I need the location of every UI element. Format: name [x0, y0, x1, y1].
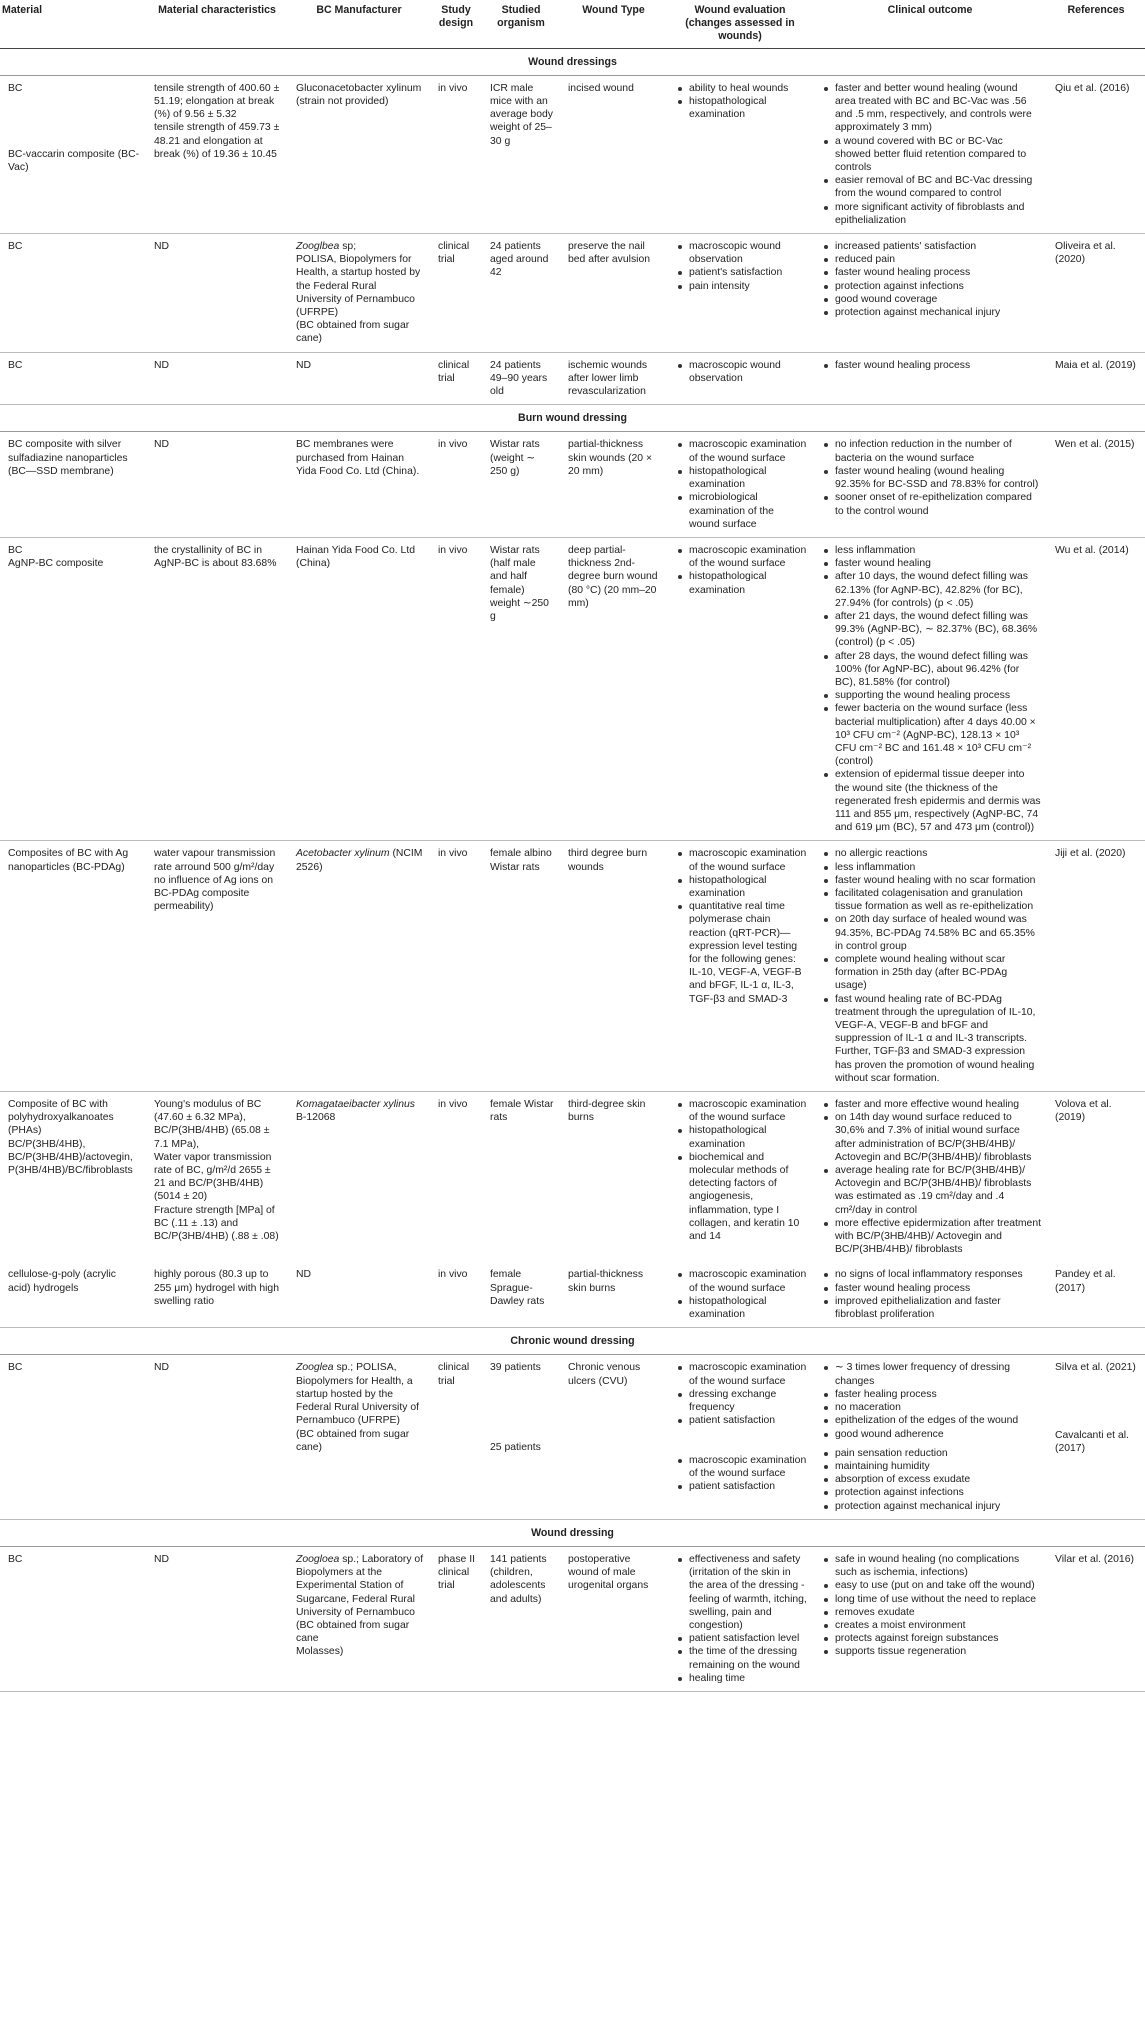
material-cell — [0, 1092, 146, 1263]
evaluation-list — [675, 359, 807, 385]
material-cell-text: Composites of BC with Ag nanoparticles (BC-PDAg) — [8, 848, 129, 873]
characteristics-cell — [146, 352, 288, 405]
material-cell — [0, 841, 146, 1092]
table-row — [0, 1092, 1145, 1263]
evaluation-cell — [667, 1355, 813, 1519]
list-item: after 28 days, the wound defect filling was 100% (for AgNP-BC), about 96.42% (for BC), 81.58% (for control) — [821, 650, 1041, 690]
list-item: biochemical and molecular methods of detecting factors of angiogenesis, inflammation, type I collagen, and keratin 10 and 14 — [675, 1151, 807, 1243]
organism-cell-text: female Wistar rats — [490, 1099, 554, 1124]
list-item: no infection reduction in the number of bacteria on the wound surface — [821, 438, 1041, 464]
list-item: faster and more effective wound healing — [821, 1098, 1041, 1111]
wound-type-cell — [560, 352, 667, 405]
manufacturer-text: Gluconacetobacter xylinum (strain not provided) — [296, 82, 422, 108]
list-item: facilitated colagenisation and granulation tissue formation as well as re-epithelization — [821, 887, 1041, 913]
material-cell-text: Composite of BC with polyhydroxyalkanoates (PHAs) BC/P(3HB/4HB), BC/P(3HB/4HB)/actovegin, P(3HB/4HB)/BC/fibroblasts — [8, 1099, 133, 1177]
reference-text: Maia et al. (2019) — [1055, 359, 1136, 371]
characteristics-cell — [146, 234, 288, 353]
evaluation-list — [675, 1268, 807, 1321]
list-item: macroscopic examination of the wound surface — [675, 1268, 807, 1294]
study-design-cell-text: in vivo — [438, 439, 468, 451]
evaluation-list — [675, 847, 807, 1005]
outcome-cell — [813, 1355, 1047, 1519]
manufacturer-cell — [288, 841, 430, 1092]
list-item: macroscopic examination of the wound surface — [675, 544, 807, 570]
list-item: after 21 days, the wound defect filling was 99.3% (AgNP-BC), ∼ 82.37% (BC), 68.36% (control) (p < .05) — [821, 610, 1041, 650]
list-item: epithelization of the edges of the wound — [821, 1414, 1041, 1427]
list-item: macroscopic wound observation — [675, 359, 807, 385]
wound-type-cell — [560, 1355, 667, 1519]
list-item: faster wound healing process — [821, 359, 1041, 372]
manufacturer-cell — [288, 352, 430, 405]
list-item: less inflammation — [821, 544, 1041, 557]
list-item: protection against mechanical injury — [821, 1500, 1041, 1513]
evaluation-list — [675, 544, 807, 597]
manufacturer-text: B-12068 — [296, 1112, 336, 1124]
wound-type-cell-text: incised wound — [568, 82, 634, 94]
list-item: reduced pain — [821, 253, 1041, 266]
header-row — [0, 0, 1145, 48]
list-item: creates a moist environment — [821, 1619, 1041, 1632]
reference-cell — [1047, 841, 1145, 1092]
list-item: effectiveness and safety (irritation of the skin in the area of the dressing - feeling of warmth, itching, swelling, pain and congestion) — [675, 1553, 807, 1632]
table-row — [0, 1262, 1145, 1327]
section-header — [0, 405, 1145, 432]
characteristics-cell — [146, 432, 288, 537]
study-design-cell-text: in vivo — [438, 544, 468, 556]
list-item: quantitative real time polymerase chain reaction (qRT-PCR)—expression level testing for the following genes: IL-10, VEGF-A, VEGF-B and bFGF, IL-1 α, IL-3, TGF-β3 and SMAD-3 — [675, 900, 807, 1006]
study-design-cell-text: in vivo — [438, 82, 468, 94]
list-item: histopathological examination — [675, 570, 807, 596]
organism-cell-text: female Sprague-Dawley rats — [490, 1269, 545, 1307]
header-references: References — [1047, 0, 1145, 48]
characteristics-cell — [146, 75, 288, 233]
list-item: less inflammation — [821, 861, 1041, 874]
table-row — [0, 234, 1145, 353]
evaluation-cell — [667, 1546, 813, 1691]
study-design-cell-text: in vivo — [438, 1099, 468, 1111]
list-item: pain sensation reduction — [821, 1447, 1041, 1460]
outcome-list — [821, 359, 1041, 372]
list-item: extension of epidermal tissue deeper into the wound site (the thickness of the regenerated fresh epidermis and dermis was 111 and 855 μm, respectively (AgNP-BC, 74 and 619 μm (BC), 57 and 473 μm (control)) — [821, 768, 1041, 834]
manufacturer-text: sp.; POLISA, Biopolymers for Health, a startup hosted by the Federal Rural University of Pernambuco (UFRPE) (BC obtained from sugar cane) — [296, 1362, 419, 1453]
organism-cell — [482, 1092, 560, 1263]
organism-cell-text: 24 patients 49–90 years old — [490, 359, 548, 398]
outcome-list-2 — [821, 1447, 1041, 1513]
reference-text: Qiu et al. (2016) — [1055, 82, 1130, 94]
wound-type-cell-text: postoperative wound of male urogenital organs — [568, 1553, 649, 1592]
reference-cell — [1047, 1355, 1145, 1519]
material-cell — [0, 432, 146, 537]
header-study-design: Study design — [430, 0, 482, 48]
material-cell — [0, 1546, 146, 1691]
list-item: faster wound healing — [821, 557, 1041, 570]
outcome-list — [821, 544, 1041, 834]
material-cell — [0, 234, 146, 353]
study-design-cell — [430, 352, 482, 405]
list-item: on 20th day surface of healed wound was 94.35%, BC-PDAg 74.58% BC and 65.35% in control group — [821, 913, 1041, 953]
outcome-cell — [813, 537, 1047, 840]
list-item: sooner onset of re-epithelization compared to the control wound — [821, 491, 1041, 517]
reference-cell — [1047, 75, 1145, 233]
characteristics-cell-text: the crystallinity of BC in AgNP-BC is about 83.68% — [154, 544, 277, 570]
list-item: macroscopic examination of the wound surface — [675, 438, 807, 464]
outcome-list — [821, 847, 1041, 1085]
list-item: faster wound healing process — [821, 266, 1041, 279]
reference-text: Volova et al. (2019) — [1055, 1099, 1112, 1124]
manufacturer-text: BC membranes were purchased from Hainan Yida Food Co. Ltd (China). — [296, 439, 420, 477]
characteristics-cell — [146, 1546, 288, 1691]
list-item: on 14th day wound surface reduced to 30,6% and 7.3% of initial wound surface after administration of BC/P(3HB/4HB)/ Actovegin and BC/P(3HB/4HB)/ fibroblasts — [821, 1111, 1041, 1164]
list-item: no signs of local inflammatory responses — [821, 1268, 1041, 1281]
section-title: Wound dressing — [0, 1519, 1145, 1546]
section-header — [0, 48, 1145, 75]
reference-cell — [1047, 537, 1145, 840]
characteristics-cell-text: Young's modulus of BC (47.60 ± 6.32 MPa), BC/P(3HB/4HB) (65.08 ± 7.1 MPa), Water vapor transmission rate of BC, g/m²/d 2655 ± 21 and BC/P(3HB/4HB) (5014 ± 20) Fracture strength [MPa] of BC (.11 ± .13) and BC/P(3HB/4HB) (.88 ± .08) — [154, 1099, 279, 1243]
characteristics-cell-text: ND — [154, 439, 170, 451]
wound-type-cell-text: partial-thickness skin burns — [568, 1269, 644, 1294]
list-item: patient satisfaction level — [675, 1632, 807, 1645]
organism-cell-text: 24 patients aged around 42 — [490, 241, 549, 279]
outcome-cell — [813, 432, 1047, 537]
list-item: average healing rate for BC/P(3HB/4HB)/ Actovegin and BC/P(3HB/4HB)/ fibroblasts was estimated as .19 cm²/day and .4 cm²/day in control — [821, 1164, 1041, 1217]
evaluation-cell — [667, 841, 813, 1092]
list-item: faster wound healing with no scar formation — [821, 874, 1041, 887]
list-item: more significant activity of fibroblasts and epithelialization — [821, 201, 1041, 227]
list-item: patient satisfaction — [675, 1480, 807, 1493]
manufacturer-cell — [288, 234, 430, 353]
list-item: dressing exchange frequency — [675, 1388, 807, 1414]
table-row — [0, 352, 1145, 405]
study-design-cell — [430, 841, 482, 1092]
list-item: increased patients' satisfaction — [821, 240, 1041, 253]
characteristics-cell-text: water vapour transmission rate arround 500 g/m²/day no influence of Ag ions on BC-PDAg composite permeability) — [154, 848, 276, 913]
wound-type-cell — [560, 234, 667, 353]
evaluation-list — [675, 1098, 807, 1243]
list-item: after 10 days, the wound defect filling was 62.13% (for AgNP-BC), 42.82% (for BC), 27.94% (for controls) (p < .05) — [821, 570, 1041, 610]
outcome-list — [821, 82, 1041, 227]
table-row — [0, 432, 1145, 537]
evaluation-list — [675, 1553, 807, 1685]
study-design-cell-text: in vivo — [438, 848, 468, 860]
list-item: patient satisfaction — [675, 1414, 807, 1427]
reference-text: Oliveira et al. (2020) — [1055, 241, 1116, 266]
organism-cell-text: 141 patients (children, adolescents and adults) — [490, 1553, 547, 1605]
list-item: macroscopic examination of the wound surface — [675, 1361, 807, 1387]
outcome-cell — [813, 75, 1047, 233]
manufacturer-species: Zoogloea — [296, 1553, 340, 1565]
list-item: faster wound healing process — [821, 1282, 1041, 1295]
study-design-cell-text: phase II clinical trial — [438, 1553, 475, 1592]
list-item: patient's satisfaction — [675, 266, 807, 279]
evaluation-cell — [667, 234, 813, 353]
wound-type-cell-text: preserve the nail bed after avulsion — [568, 241, 651, 266]
reference-cell — [1047, 234, 1145, 353]
list-item: fewer bacteria on the wound surface (less bacterial multiplication) after 4 days 40.00 × 10³ CFU cm⁻² (AgNP-BC), 128.13 × 10³ CFU cm⁻² BC and 161.48 × 10³ CFU cm⁻² (control) — [821, 702, 1041, 768]
reference-cell — [1047, 432, 1145, 537]
section-title: Wound dressings — [0, 48, 1145, 75]
characteristics-cell-text: highly porous (80.3 up to 255 μm) hydrogel with high swelling ratio — [154, 1269, 279, 1307]
study-design-cell-text: in vivo — [438, 1269, 468, 1281]
reference-cell — [1047, 1092, 1145, 1263]
list-item: macroscopic wound observation — [675, 240, 807, 266]
study-design-cell — [430, 537, 482, 840]
wound-type-cell — [560, 537, 667, 840]
list-item: fast wound healing rate of BC-PDAg treatment through the upregulation of IL-10, VEGF-A, VEGF-B and bFGF and suppression of IL-1 α and IL-3 transcripts. Further, TGF-β3 and SMAD-3 expression has proven the promotion of wound healing without scar formation. — [821, 993, 1041, 1085]
list-item: microbiological examination of the wound surface — [675, 491, 807, 531]
evaluation-cell — [667, 432, 813, 537]
outcome-list — [821, 240, 1041, 319]
material-cell-text: BC — [8, 359, 23, 371]
organism-cell — [482, 1355, 560, 1519]
evaluation-cell — [667, 537, 813, 840]
manufacturer-text: (NCIM 2526) — [296, 848, 423, 873]
manufacturer-text: sp; POLISA, Biopolymers for Health, a startup hosted by the Federal Rural University of Pernambuco (UFRPE) (BC obtained from sugar cane) — [296, 241, 421, 345]
outcome-list — [821, 1098, 1041, 1256]
organism-cell — [482, 432, 560, 537]
manufacturer-cell — [288, 537, 430, 840]
manufacturer-cell — [288, 432, 430, 537]
study-design-cell — [430, 75, 482, 233]
wound-type-cell — [560, 1092, 667, 1263]
organism-cell — [482, 1546, 560, 1691]
outcome-list — [821, 1553, 1041, 1659]
manufacturer-cell — [288, 1262, 430, 1327]
list-item: faster wound healing (wound healing 92.35% for BC-SSD and 78.83% for control) — [821, 465, 1041, 491]
wound-type-cell-text: ischemic wounds after lower limb revascularization — [568, 359, 648, 398]
wound-type-cell — [560, 841, 667, 1092]
manufacturer-text: ND — [296, 1269, 312, 1281]
organism-cell-text: Wistar rats (weight ∼ 250 g) — [490, 439, 540, 477]
reference-text: Wu et al. (2014) — [1055, 544, 1129, 556]
reference-text: Pandey et al. (2017) — [1055, 1269, 1116, 1294]
manufacturer-cell — [288, 75, 430, 233]
manufacturer-text: Hainan Yida Food Co. Ltd (China) — [296, 544, 415, 570]
characteristics-cell — [146, 1355, 288, 1519]
table-row — [0, 537, 1145, 840]
organism-cell — [482, 537, 560, 840]
reference-text: Jiji et al. (2020) — [1055, 848, 1126, 860]
material-cell-text: BC — [8, 241, 23, 253]
study-design-cell-text: clinical trial — [438, 1362, 470, 1387]
table-row — [0, 1355, 1145, 1519]
organism-cell — [482, 841, 560, 1092]
evaluation-list — [675, 438, 807, 530]
list-item: easier removal of BC and BC-Vac dressing from the wound compared to control — [821, 174, 1041, 200]
evaluation-list — [675, 1361, 807, 1427]
reference-text: Wen et al. (2015) — [1055, 439, 1135, 451]
table-row — [0, 75, 1145, 233]
evaluation-cell — [667, 352, 813, 405]
organism-cell — [482, 1262, 560, 1327]
study-design-cell — [430, 1355, 482, 1519]
outcome-list — [821, 1361, 1041, 1440]
characteristics-cell-text: tensile strength of 400.60 ± 51.19; elongation at break (%) of 9.56 ± 5.32 tensile strength of 459.73 ± 48.21 and elongation at break (%) of 19.36 ± 10.45 — [154, 82, 280, 160]
list-item: healing time — [675, 1672, 807, 1685]
outcome-cell — [813, 1092, 1047, 1263]
material-cell — [0, 1262, 146, 1327]
list-item: protects against foreign substances — [821, 1632, 1041, 1645]
wound-type-cell-text: deep partial-thickness 2nd-degree burn wound (80 °C) (20 mm–20 mm) — [568, 544, 658, 609]
list-item: good wound coverage — [821, 293, 1041, 306]
manufacturer-cell — [288, 1355, 430, 1519]
manufacturer-text: sp.; Laboratory of Biopolymers at the Experimental Station of Sugarcane, Federal Rural University of Pernambuco (BC obtained from sugar cane Molasses) — [296, 1553, 424, 1658]
manufacturer-species: Zooglbea — [296, 241, 340, 253]
characteristics-cell-text: ND — [154, 1362, 170, 1374]
list-item: protection against mechanical injury — [821, 306, 1041, 319]
section-title: Burn wound dressing — [0, 405, 1145, 432]
evaluation-list — [675, 82, 807, 122]
study-design-cell — [430, 1546, 482, 1691]
table-row — [0, 1546, 1145, 1691]
characteristics-cell-text: ND — [154, 359, 170, 371]
header-wound-evaluation: Wound evaluation (changes assessed in wounds) — [667, 0, 813, 48]
list-item: pain intensity — [675, 280, 807, 293]
study-design-cell — [430, 234, 482, 353]
organism-cell-text: 39 patients 25 patients — [490, 1362, 541, 1453]
list-item: improved epithelialization and faster fibroblast proliferation — [821, 1295, 1041, 1321]
list-item: no maceration — [821, 1401, 1041, 1414]
outcome-cell — [813, 1262, 1047, 1327]
list-item: histopathological examination — [675, 1124, 807, 1150]
header-wound-type: Wound Type — [560, 0, 667, 48]
list-item: easy to use (put on and take off the wound) — [821, 1579, 1041, 1592]
study-design-cell — [430, 432, 482, 537]
list-item: protection against infections — [821, 280, 1041, 293]
wound-type-cell — [560, 432, 667, 537]
list-item: absorption of excess exudate — [821, 1473, 1041, 1486]
list-item: good wound adherence — [821, 1428, 1041, 1441]
list-item: histopathological examination — [675, 465, 807, 491]
organism-cell — [482, 352, 560, 405]
list-item: more effective epidermization after treatment with BC/P(3HB/4HB)/ Actovegin and BC/P(3HB/4HB)/ fibroblasts — [821, 1217, 1041, 1257]
list-item: macroscopic examination of the wound surface — [675, 847, 807, 873]
evaluation-cell — [667, 1092, 813, 1263]
material-cell-text: BC AgNP-BC composite — [8, 544, 104, 570]
reference-cell — [1047, 1546, 1145, 1691]
evaluation-cell — [667, 1262, 813, 1327]
material-cell — [0, 352, 146, 405]
characteristics-cell-text: ND — [154, 241, 170, 253]
manufacturer-cell — [288, 1092, 430, 1263]
characteristics-cell-text: ND — [154, 1553, 170, 1565]
organism-cell-text: Wistar rats (half male and half female) weight ∼250 g — [490, 544, 549, 622]
wound-type-cell — [560, 1546, 667, 1691]
organism-cell — [482, 234, 560, 353]
study-design-cell-text: clinical trial — [438, 359, 470, 384]
study-design-cell-text: clinical trial — [438, 241, 470, 266]
characteristics-cell — [146, 1262, 288, 1327]
section-title: Chronic wound dressing — [0, 1328, 1145, 1355]
material-cell-text: BC composite with silver sulfadiazine nanoparticles (BC—SSD membrane) — [8, 439, 128, 477]
manufacturer-cell — [288, 1546, 430, 1691]
list-item: ∼ 3 times lower frequency of dressing changes — [821, 1361, 1041, 1387]
outcome-cell — [813, 1546, 1047, 1691]
organism-cell-text: ICR male mice with an average body weight of 25–30 g — [490, 82, 553, 147]
section-header — [0, 1519, 1145, 1546]
list-item: faster and better wound healing (wound area treated with BC and BC-Vac was .56 and .5 mm, respectively, and controls were approximately 3 mm) — [821, 82, 1041, 135]
list-item: long time of use without the need to replace — [821, 1593, 1041, 1606]
list-item: a wound covered with BC or BC-Vac showed better fluid retention compared to controls — [821, 135, 1041, 175]
wound-type-cell — [560, 1262, 667, 1327]
wound-type-cell-text: partial-thickness skin wounds (20 × 20 mm) — [568, 439, 653, 477]
header-clinical-outcome: Clinical outcome — [813, 0, 1047, 48]
outcome-cell — [813, 234, 1047, 353]
outcome-cell — [813, 841, 1047, 1092]
evaluation-list-2 — [675, 1454, 807, 1494]
list-item: macroscopic examination of the wound surface — [675, 1098, 807, 1124]
characteristics-cell — [146, 537, 288, 840]
reference-cell — [1047, 1262, 1145, 1327]
outcome-cell — [813, 352, 1047, 405]
list-item: histopathological examination — [675, 95, 807, 121]
outcome-list — [821, 1268, 1041, 1321]
list-item: faster healing process — [821, 1388, 1041, 1401]
material-cell-text: cellulose-g-poly (acrylic acid) hydrogels — [8, 1269, 116, 1294]
outcome-list — [821, 438, 1041, 517]
reference-text: Silva et al. (2021) — [1055, 1362, 1136, 1374]
manufacturer-text: ND — [296, 359, 312, 371]
list-item: protection against infections — [821, 1486, 1041, 1499]
list-item: safe in wound healing (no complications such as ischemia, infections) — [821, 1553, 1041, 1579]
list-item: histopathological examination — [675, 874, 807, 900]
list-item: the time of the dressing remaining on the wound — [675, 1645, 807, 1671]
wound-type-cell — [560, 75, 667, 233]
list-item: complete wound healing without scar formation in 25th day (after BC-PDAg usage) — [821, 953, 1041, 993]
manufacturer-species: Komagataeibacter xylinus — [296, 1099, 415, 1111]
material-cell — [0, 537, 146, 840]
list-item: removes exudate — [821, 1606, 1041, 1619]
list-item: supports tissue regeneration — [821, 1645, 1041, 1658]
material-cell-text: BC — [8, 1362, 23, 1374]
reference-text: Vilar et al. (2016) — [1055, 1553, 1134, 1565]
manufacturer-species: Acetobacter xylinum — [296, 848, 390, 860]
header-manufacturer: BC Manufacturer — [288, 0, 430, 48]
table-row — [0, 841, 1145, 1092]
reference-cell — [1047, 352, 1145, 405]
header-characteristics: Material characteristics — [146, 0, 288, 48]
wound-type-cell-text: Chronic venous ulcers (CVU) — [568, 1362, 641, 1387]
material-cell — [0, 1355, 146, 1519]
material-cell — [0, 75, 146, 233]
list-item: supporting the wound healing process — [821, 689, 1041, 702]
study-design-cell — [430, 1262, 482, 1327]
header-material: Material — [0, 0, 146, 48]
study-design-cell — [430, 1092, 482, 1263]
wound-type-cell-text: third-degree skin burns — [568, 1099, 646, 1124]
evaluation-cell — [667, 75, 813, 233]
evaluation-list — [675, 240, 807, 293]
list-item: histopathological examination — [675, 1295, 807, 1321]
organism-cell-text: female albino Wistar rats — [490, 848, 552, 873]
material-cell-text: BC BC-vaccarin composite (BC-Vac) — [8, 82, 140, 174]
list-item: ability to heal wounds — [675, 82, 807, 95]
organism-cell — [482, 75, 560, 233]
characteristics-cell — [146, 1092, 288, 1263]
list-item: no allergic reactions — [821, 847, 1041, 860]
header-organism: Studied organism — [482, 0, 560, 48]
reference-text-2: Cavalcanti et al. (2017) — [1055, 1429, 1129, 1454]
manufacturer-species: Zooglea — [296, 1362, 334, 1374]
wound-type-cell-text: third degree burn wounds — [568, 848, 648, 873]
material-cell-text: BC — [8, 1553, 23, 1565]
section-header — [0, 1328, 1145, 1355]
list-item: maintaining humidity — [821, 1460, 1041, 1473]
list-item: macroscopic examination of the wound surface — [675, 1454, 807, 1480]
characteristics-cell — [146, 841, 288, 1092]
